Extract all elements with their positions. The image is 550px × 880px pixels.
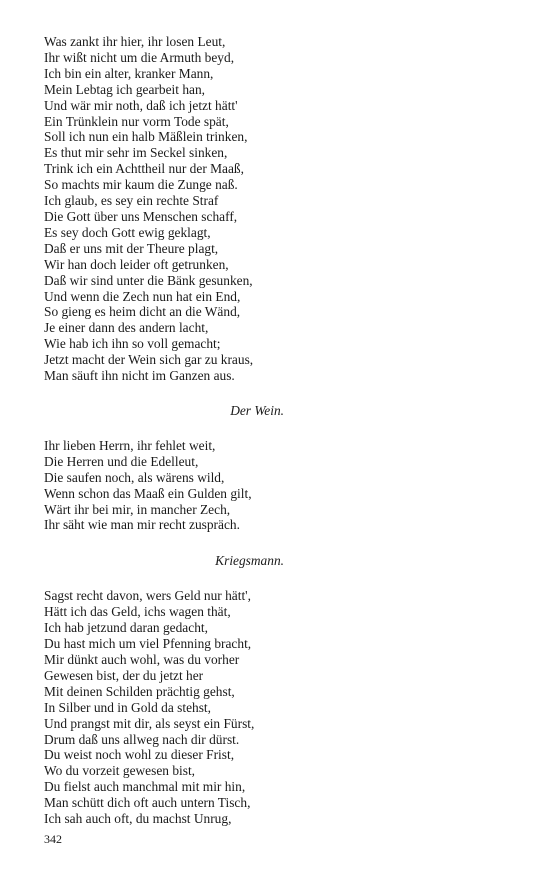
verse-line: Daß er uns mit der Theure plagt, bbox=[44, 240, 219, 256]
verse-line: Es thut mir sehr im Seckel sinken, bbox=[44, 145, 228, 161]
poem-text bbox=[44, 34, 284, 827]
verse-line: Mir dünkt auch wohl, was du vorher bbox=[44, 652, 240, 667]
verse-line: Und wenn die Zech nun hat ein End, bbox=[44, 288, 241, 304]
verse-line: Trink ich ein Achttheil nur der Maaß, bbox=[44, 161, 244, 177]
verse-line: Ihr säht wie man mir recht zuspräch. bbox=[44, 517, 240, 533]
verse-line: Mit deinen Schilden prächtig gehst, bbox=[44, 683, 235, 699]
verse-line: Ich glaub, es sey ein rechte Straf bbox=[44, 193, 219, 209]
stanza-wine bbox=[44, 438, 284, 533]
verse-line: Soll ich nun ein halb Mäßlein trinken, bbox=[44, 129, 248, 145]
verse-line: Die Gott über uns Menschen schaff, bbox=[44, 208, 238, 224]
verse-line: Wärt ihr bei mir, in mancher Zech, bbox=[44, 501, 231, 517]
verse-line: Man schütt dich oft auch untern Tisch, bbox=[44, 795, 251, 811]
verse-line: In Silber und in Gold da stehst, bbox=[44, 699, 211, 715]
verse-line: Ein Trünklein nur vorm Tode spät, bbox=[44, 113, 229, 129]
verse-line: Und wär mir noth, daß ich jetzt hätt' bbox=[44, 97, 238, 113]
verse-line: Die Herren und die Edelleut, bbox=[44, 453, 199, 469]
verse-line: Und prangst mit dir, als seyst ein Fürst, bbox=[44, 715, 255, 731]
verse-line: So machts mir kaum die Zunge naß. bbox=[44, 177, 238, 193]
verse-line: Gewesen bist, der du jetzt her bbox=[44, 667, 204, 683]
verse-line: Ihr lieben Herrn, ihr fehlet weit, bbox=[44, 437, 216, 453]
verse-line: Je einer dann des andern lacht, bbox=[44, 320, 209, 336]
verse-line: Ihr wißt nicht um die Armuth beyd, bbox=[44, 49, 235, 65]
stanza-soldier bbox=[44, 588, 284, 827]
verse-line: Man säuft ihn nicht im Ganzen aus. bbox=[44, 368, 235, 384]
verse-line: Wenn schon das Maaß ein Gulden gilt, bbox=[44, 485, 252, 501]
verse-line: Wie hab ich ihn so voll gemacht; bbox=[44, 336, 221, 352]
verse-line: Drum daß uns allweg nach dir dürst. bbox=[44, 731, 240, 747]
verse-line: Jetzt macht der Wein sich gar zu kraus, bbox=[44, 352, 254, 368]
page-number: 342 bbox=[44, 832, 62, 846]
verse-line: Was zankt ihr hier, ihr losen Leut, bbox=[44, 34, 226, 49]
verse-line: Daß wir sind unter die Bänk gesunken, bbox=[44, 272, 253, 288]
verse-line: Du hast mich um viel Pfenning bracht, bbox=[44, 636, 252, 652]
verse-line: Wir han doch leider oft getrunken, bbox=[44, 256, 229, 272]
verse-line: Es sey doch Gott ewig geklagt, bbox=[44, 224, 211, 240]
verse-line: Mein Lebtag ich gearbeit han, bbox=[44, 81, 205, 97]
stanza-old-man bbox=[44, 34, 284, 384]
speaker-label-soldier: Kriegsmann. bbox=[215, 553, 284, 569]
verse-line: Ich sah auch oft, du machst Unrug, bbox=[44, 811, 232, 827]
verse-line: Wo du vorzeit gewesen bist, bbox=[44, 763, 196, 779]
verse-line: Ich hab jetzund daran gedacht, bbox=[44, 620, 208, 636]
verse-line: Die saufen noch, als wärens wild, bbox=[44, 469, 225, 485]
verse-line: Du weist noch wohl zu dieser Frist, bbox=[44, 747, 235, 763]
verse-line: So gieng es heim dicht an die Wänd, bbox=[44, 304, 241, 320]
verse-line: Du fielst auch manchmal mit mir hin, bbox=[44, 779, 246, 795]
verse-line: Hätt ich das Geld, ichs wagen thät, bbox=[44, 604, 231, 620]
verse-line: Sagst recht davon, wers Geld nur hätt', bbox=[44, 588, 251, 604]
verse-line: Ich bin ein alter, kranker Mann, bbox=[44, 65, 214, 81]
speaker-label-wine: Der Wein. bbox=[230, 402, 284, 418]
